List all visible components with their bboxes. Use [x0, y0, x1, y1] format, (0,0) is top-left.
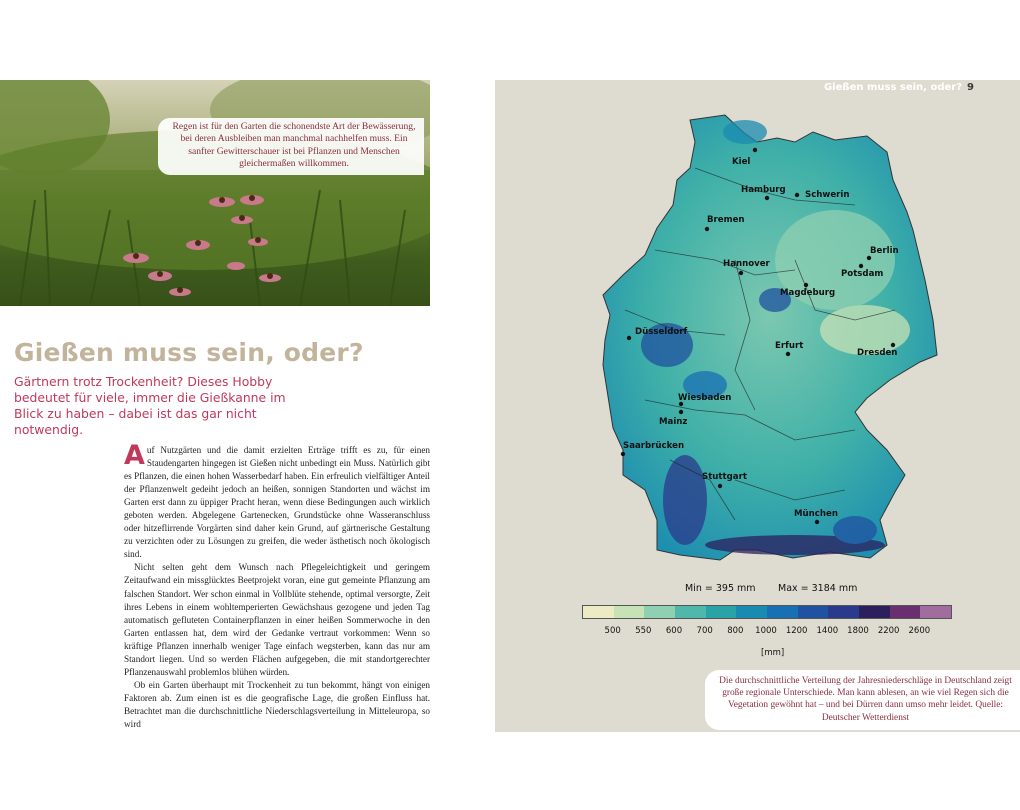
body-text	[124, 440, 430, 731]
legend-tick-label: 700	[696, 626, 713, 636]
svg-text:Stuttgart: Stuttgart	[702, 472, 747, 482]
legend-tick-label: 1800	[847, 626, 869, 636]
precipitation-map	[495, 80, 1020, 580]
legend-tick-label: 2600	[908, 626, 931, 636]
svg-text:Hannover: Hannover	[723, 259, 770, 269]
legend-tick-label: 2200	[877, 626, 900, 636]
legend-tick-label: 800	[727, 626, 744, 636]
svg-text:Potsdam: Potsdam	[841, 269, 884, 279]
running-head: Gießen muss sein, oder?	[823, 82, 962, 93]
svg-text:München: München	[794, 509, 838, 519]
paragraph-1-text: uf Nutzgärten und die damit erzielten Erträge trifft es zu, für einen Staudengarten hingegen ist Gießen nicht unbedingt ein Muss. Natürlich gibt es Pflanzen, die einen hohen Wasserbedarf haben. Ein erfreulich vielfältiger Anteil der Pflanzenwelt gedeiht jedoch an heißen, sonnigen Standorten und wächst im Garten erst dann zu üppiger Pracht heran, wenn diese Bedingungen auch wirklich geboten werden. Abgelegene Gartenecken, Grundstücke ohne Wasseranschluss oder hitzeflirrende Vorgärten sind daher kein Grund, auf gärtnerische Gestaltung zu verzichten oder zu Lösungen zu greifen, die weder ästhetisch noch ökologisch sind.	[124, 445, 430, 560]
legend-unit: [mm]	[761, 648, 785, 658]
legend-swatch	[859, 606, 890, 618]
legend-swatch	[798, 606, 829, 618]
svg-text:Erfurt: Erfurt	[775, 341, 804, 351]
paragraph-2: Nicht selten geht dem Wunsch nach Pflegeleichtigkeit und geringem Zeitaufwand ein missglücktes Beetprojekt voran, eine gut gemeinte Pflanzung am falschen Standort. Wer schon einmal in Vollblüte stehende, optimal versorgte, Zeit ihres Lebens in einem wohltemperierten Gewächshaus gezogene und jeden Tag automatisch gefluteten Containerpflanzen in einer heißen Sommerwoche in den Garten entlassen hat, dem wird der Gedanke vertraut vorkommen: Wenn so kräftige Pflanzen innerhalb weniger Tage einfach wegsterben, kann das nur am Standort liegen. Und so werden Flächen aufgegeben, die mit standortgerechter Pflanzenauswahl problemlos blühen würden.	[124, 562, 430, 677]
svg-text:Dresden: Dresden	[857, 348, 898, 358]
svg-text:Düsseldorf: Düsseldorf	[635, 327, 688, 337]
legend-swatch	[583, 606, 614, 618]
legend-swatch	[675, 606, 706, 618]
legend-swatch	[767, 606, 798, 618]
legend-swatch	[920, 606, 951, 618]
legend-swatch	[736, 606, 767, 618]
legend-tick-label: 550	[635, 626, 652, 636]
legend-swatch	[614, 606, 645, 618]
svg-text:Saarbrücken: Saarbrücken	[623, 441, 685, 451]
svg-text:Hamburg: Hamburg	[741, 185, 786, 195]
garden-photo	[0, 80, 430, 306]
legend-tick-label: 1400	[816, 626, 839, 636]
min-label: Min = 395 mm	[685, 583, 756, 594]
legend-tick-label: 600	[665, 626, 683, 636]
svg-text:Magdeburg: Magdeburg	[780, 288, 836, 298]
legend-swatch	[644, 606, 675, 618]
photo-caption: Regen ist für den Garten die schonendste Art der Bewässerung, bei deren Ausbleiben man manchmal nachhelfen muss. Ein sanfter Gewitterschauer ist bei Pflanzen und Menschen gleichermaßen willkommen.	[158, 118, 424, 175]
paragraph-1	[124, 440, 430, 561]
legend-tick-label: 1000	[755, 626, 777, 636]
garden-photo-illustration	[0, 80, 430, 306]
left-page	[0, 80, 430, 732]
svg-text:Wiesbaden: Wiesbaden	[678, 393, 732, 403]
paragraph-3: Ob ein Garten überhaupt mit Trockenheit zu tun bekommt, hängt von einigen Faktoren ab. Zum einen ist es die geografische Lage, die großen Einfluss hat. Betrachtet man die durchschnittliche Niederschlagsverteilung in Mitteleuropa, so wird	[124, 679, 430, 729]
legend-swatch	[828, 606, 859, 618]
svg-text:Bremen: Bremen	[707, 215, 745, 225]
page-title: Gießen muss sein, oder?	[14, 338, 364, 367]
page-number: 9	[967, 82, 974, 93]
legend-swatch	[890, 606, 921, 618]
legend-tick-label: 500	[604, 626, 621, 636]
svg-text:Schwerin: Schwerin	[805, 190, 850, 200]
right-page	[495, 80, 1020, 732]
max-label: Max = 3184 mm	[778, 583, 858, 594]
svg-text:Kiel: Kiel	[732, 157, 751, 167]
legend-swatch	[706, 606, 737, 618]
legend-color-bar	[582, 605, 952, 619]
lead-paragraph: Gärtnern trotz Trockenheit? Dieses Hobby bedeutet für viele, immer die Gießkanne im Blick zu haben – dabei ist das gar nicht notwendig.	[14, 374, 286, 437]
svg-text:Berlin: Berlin	[870, 246, 899, 256]
svg-text:Mainz: Mainz	[659, 417, 688, 427]
map-caption: Die durchschnittliche Verteilung der Jahresniederschläge in Deutschland zeigt große regionale Unterschiede. Man kann ablesen, an wie viel Regen sich die Vegetation gewöhnt hat – und bei Dürren dann umso mehr leidet. Quelle: Deutscher Wetterdienst	[705, 670, 1020, 730]
dropcap: A	[124, 440, 145, 471]
legend-tick-label: 1200	[785, 626, 808, 636]
